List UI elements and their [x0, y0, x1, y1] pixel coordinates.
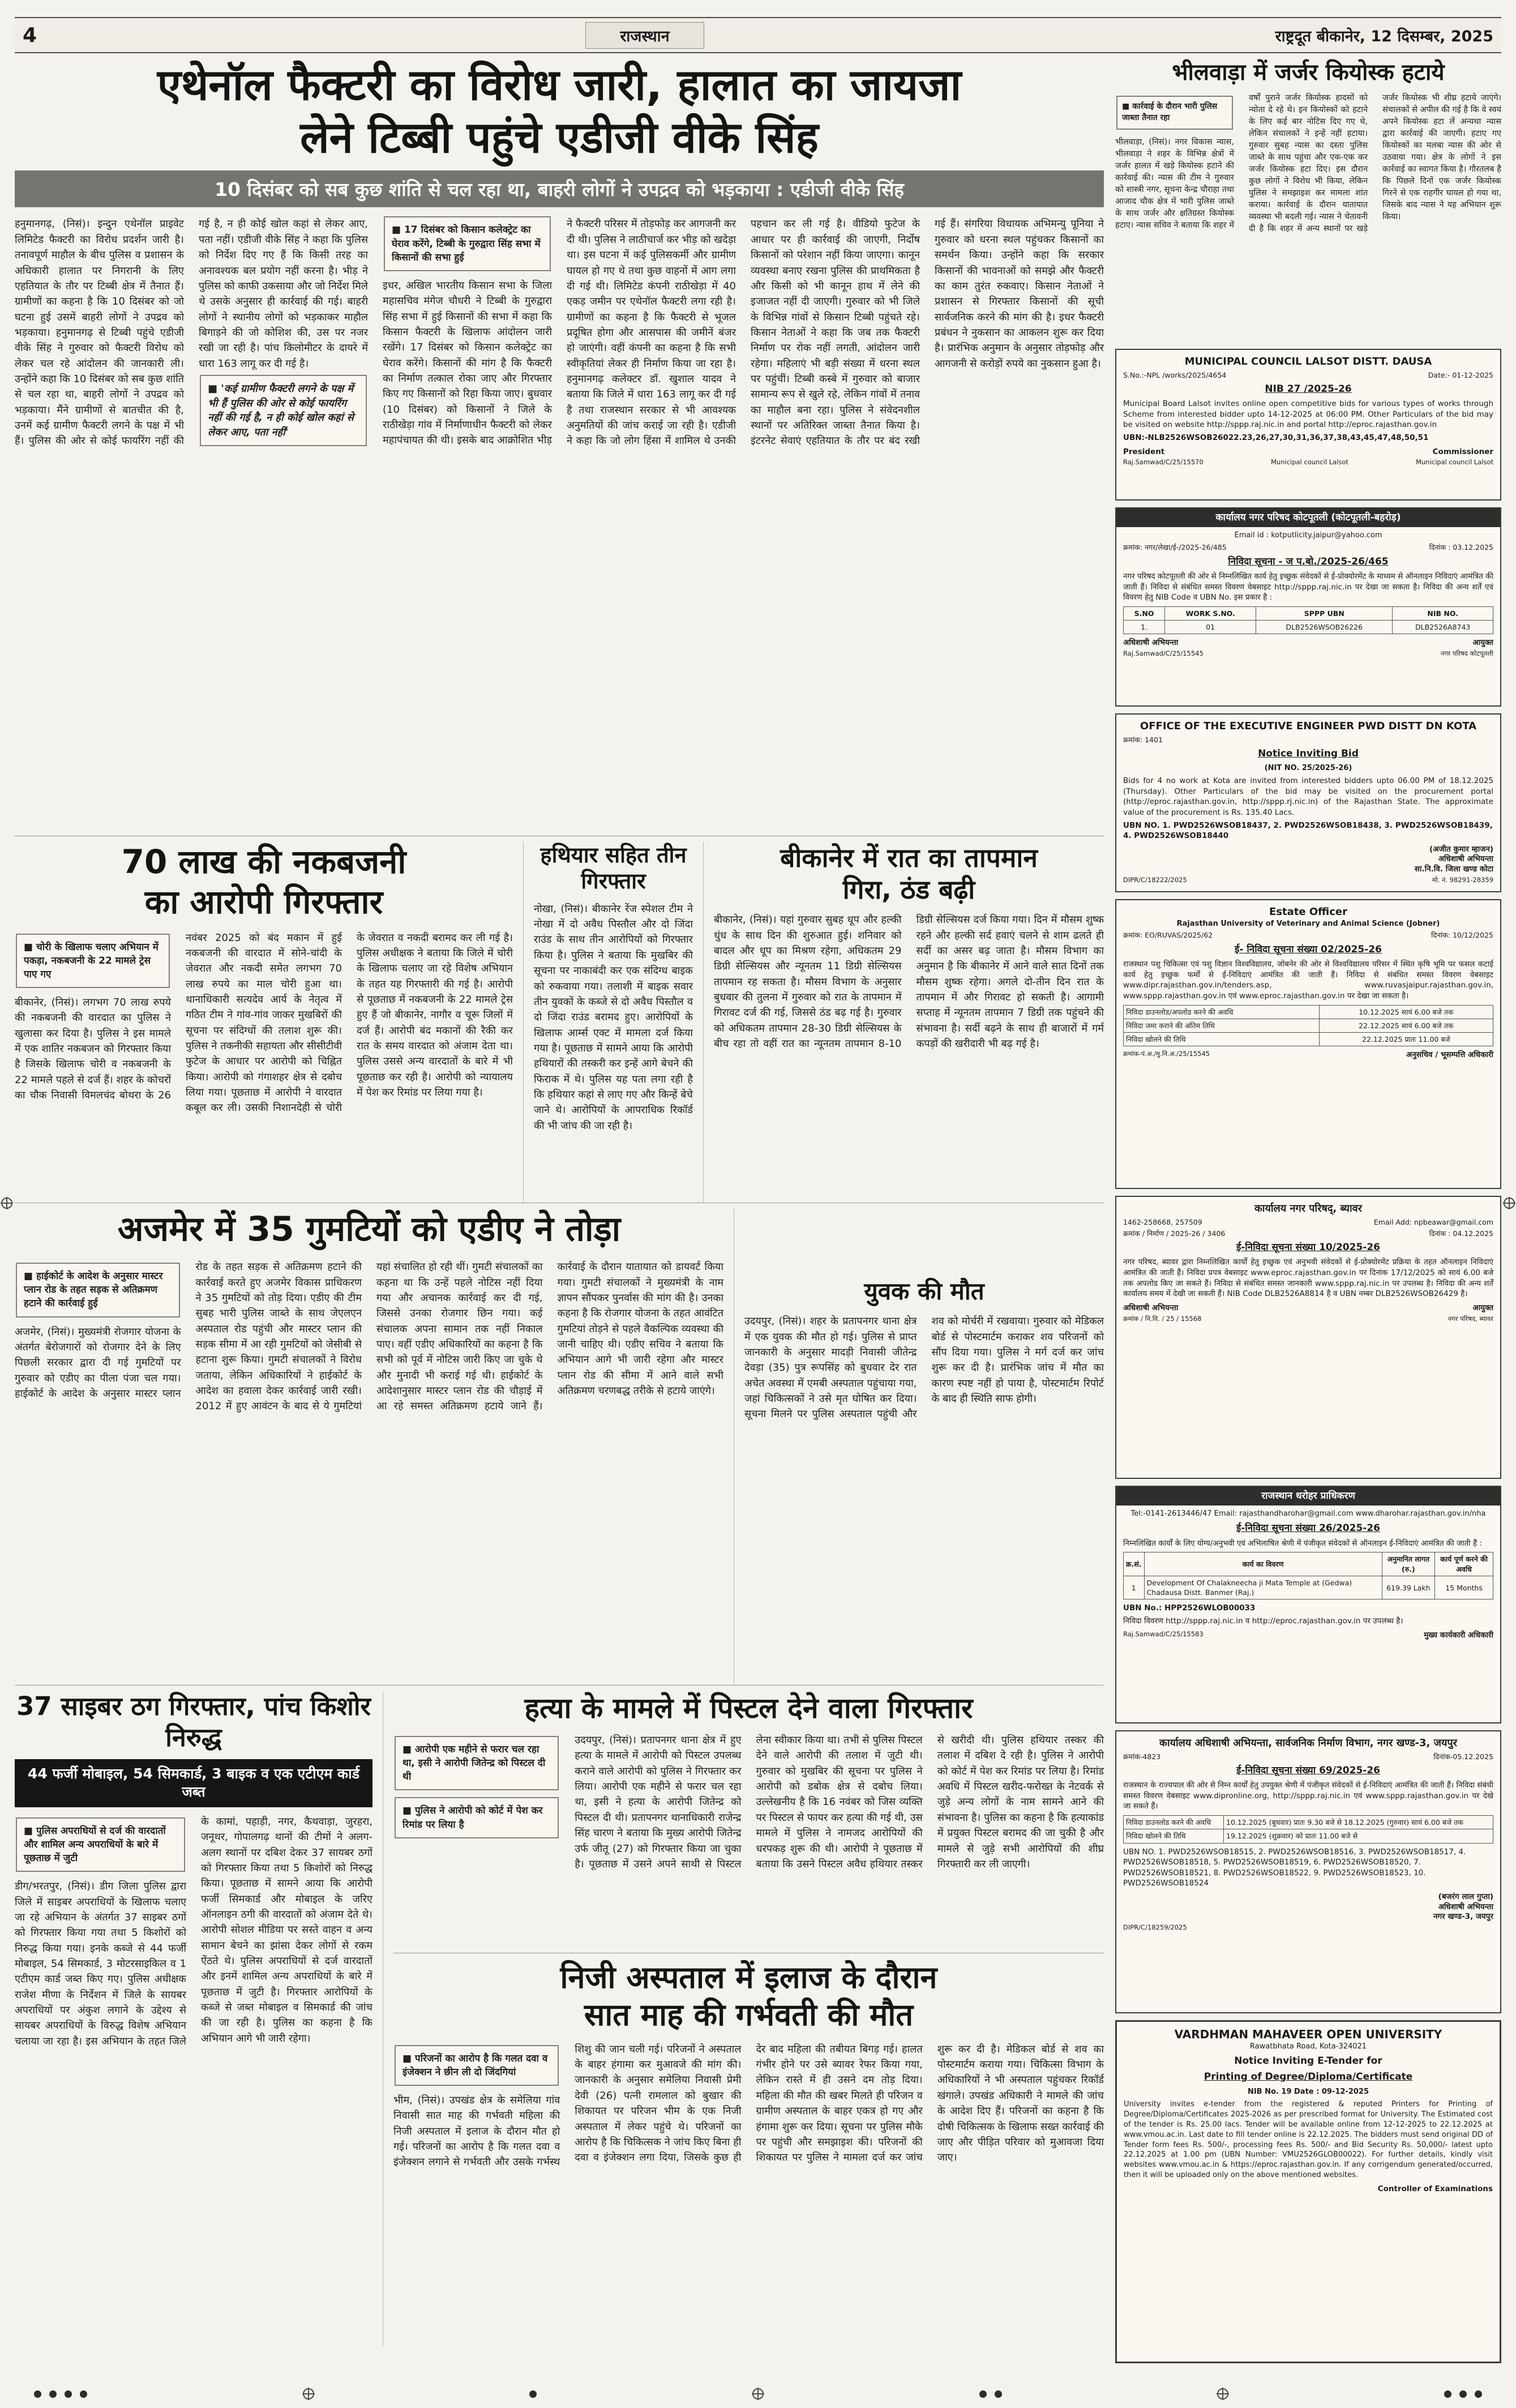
hospital-body: [393, 2042, 1104, 2308]
left-zone: [15, 59, 1104, 2363]
estate-ref: क्रमांक: EO/RUVAS/2025/62: [1123, 931, 1213, 940]
estate-subtitle: Rajasthan University of Veterinary and Animal Science (Jobner): [1176, 919, 1440, 928]
main-headline-line2: लेने टिब्बी पहुंचे एडीजी वीके सिंह: [300, 112, 819, 162]
registration-crosshair: [1, 1197, 12, 1209]
beawar-email: Email Add: npbeawar@gmail.com: [1373, 1217, 1493, 1226]
nakabzani-headline-line2: का आरोपी गिरफ्तार: [144, 882, 383, 921]
jaipurpwd-td: 19.12.2025 (शुक्रवार) को प्रातः 11.00 बजे से: [1224, 1829, 1493, 1843]
jaipurpwd-signer-name: (बजरंग लाल गुप्ता): [1438, 1892, 1493, 1902]
table-row: [1124, 621, 1493, 634]
hathiyar-body: नोखा, (निसं)। बीकानेर रेंज स्पेशल टीम ने नोखा में दो अवैध पिस्तौल और दो जिंदा राउंड के साथ तीन आरोपियों को गिरफ्तार किया है। पुलिस ने बताया कि मुखबिर की सूचना पर नाकाबंदी कर एक संदिग्ध बाइक को रुकवाया गया। तलाशी में बाइक सवार तीन युवकों के कब्जे से दो अवैध पिस्तौल व दो जिंदा राउंड बरामद हुए। आरोपियों के खिलाफ आर्म्स एक्ट में मामला दर्ज किया गया है। पूछताछ में सामने आया कि आरोपी हथियारों की तस्करी कर इन्हें आगे बेचने की फिराक में थे। पुलिस यह पता लगा रही है कि हथियार कहां से लाए गए और किन्हें बेचे जाने थे। आरोपियों के आपराधिक रिकॉर्ड की भी जांच की जा रही है।: [534, 903, 693, 1132]
vmou-nib-line: NIB No. 19 Date : 09-12-2025: [1247, 2087, 1369, 2096]
kotputli-ref: क्रमांक: नगर/लेखा/ई-/2025-26/485: [1123, 543, 1227, 552]
dharohar-th: कार्य पूर्ण करने की अवधि: [1435, 1552, 1493, 1576]
estate-td: 10.12.2025 सायं 6.00 बजे तक: [1319, 1005, 1493, 1019]
kotputli-th: S.NO: [1124, 606, 1165, 620]
main-body-part1: हनुमानगढ़, (निसं)। इन्दुन एथेनॉल प्राइवेट लिमिटेड फैक्टरी का विरोध प्रदर्शन जारी है। तनावपूर्ण माहौल के बीच पुलिस व प्रशासन के अधिकारी हालात पर निगरानी के लिए एहतियात के तौर पर टिब्बी क्षेत्र में तैनात हैं। ग्रामीणों का कहना है कि 10 दिसंबर को जो घटना हुई उसमें बाहरी लोगों ने उपद्रव को भड़काया। हनुमानगढ़ से टिब्बी पहुंचे एडीजी वीके सिंह ने गुरुवार को फैक्टरी विरोध को लेकर चल रहे आंदोलन की जानकारी ली। उन्होंने कहा कि 10 दिसंबर को सब कुछ शांति से चल रहा था, बाहरी लोगों ने उपद्रव को भड़काया। मैंने ग्रामीणों से बातचीत की है, उनमें कई ग्रामीण फैक्टरी लगने के पक्ष में भी हैं। पुलिस की ओर से कोई फायरिंग नहीं की गई है, न ही कोई खोल कहां से लेकर आए, पता नहीं। एडीजी वीके सिंह ने कहा कि पुलिस को निर्देश दिए गए हैं कि किसी तरह का अनावश्यक बल प्रयोग नहीं करना है। भीड़ ने पुलिस को काफी उकसाया और जो निर्देश मिले थे उसके अनुसार ही कार्रवाई की गई। बाहरी लोगों ने स्थानीय लोगों को भड़काकर माहौल बिगाड़ने की जो कोशिश की, उस पर नजर रखी जा रही है। पांच किलोमीटर के दायरे में धारा 163 लागू कर दी गई है।: [15, 218, 368, 447]
main-headline-line1: एथेनॉल फैक्टरी का विरोध जारी, हालात का जायजा: [157, 59, 962, 110]
lalsot-reg: Raj.Samwad/C/25/15570: [1123, 458, 1204, 467]
nakabzani-body: [15, 930, 513, 1168]
kotputli-th: NIB NO.: [1393, 606, 1493, 620]
notice-vmou: [1115, 2020, 1501, 2363]
hospital-inset: ■ परिजनों का आरोप है कि गलत दवा व इंजेक्शन ने छीन ली दो जिंदगियां: [395, 2045, 559, 2086]
pwdkota-title: OFFICE OF THE EXECUTIVE ENGINEER PWD DISTT DN KOTA: [1140, 720, 1477, 732]
hospital-body-text: भीम, (निसं)। उपखंड क्षेत्र के समेलिया गांव निवासी सात माह की गर्भवती महिला की निजी अस्पताल में इलाज के दौरान मौत हो गई। परिजनों का आरोप है कि गलत दवा व इंजेक्शन लगाने से गर्भवती और उसके गर्भस्थ शिशु की जान चली गई। परिजनों ने अस्पताल के बाहर हंगामा कर मुआवजे की मांग की। जानकारी के अनुसार समेलिया निवासी प्रेमी देवी (26) पत्नी रामलाल को बुखार की शिकायत पर परिजन भीम के एक निजी अस्पताल में लेकर पहुंचे थे। परिजनों का आरोप है कि चिकित्सक ने जांच किए बिना ही दवा व इंजेक्शन लगा दिया, जिसके कुछ ही देर बाद महिला की तबीयत बिगड़ गई। हालत गंभीर होने पर उसे ब्यावर रेफर किया गया, लेकिन रास्ते में ही उसने दम तोड़ दिया। महिला की मौत की खबर मिलते ही परिजन व ग्रामीण अस्पताल के बाहर एकत्र हो गए और हंगामा शुरू कर दिया। सूचना पर पुलिस मौके पर पहुंची और समझाइश की। परिजनों की शिकायत पर पुलिस ने मामला दर्ज कर जांच शुरू कर दी है। मेडिकल बोर्ड से शव का पोस्टमार्टम कराया गया। चिकित्सा विभाग के अधिकारियों ने भी अस्पताल पहुंचकर रिकॉर्ड खंगाले। उपखंड अधिकारी ने मामले की जांच के आदेश दिए हैं। परिजनों का कहना है कि दोषी चिकित्सक के खिलाफ सख्त कार्रवाई की जाए और पीड़ित परिवार को मुआवजा दिया जाए।: [393, 2043, 1104, 2169]
kotputli-th: SPPP UBN: [1256, 606, 1393, 620]
lalsot-footer-right: Commissioner: [1432, 447, 1493, 456]
beawar-body: नगर परिषद, ब्यावर द्वारा निम्नलिखित कार्यों हेतु इच्छुक एवं अनुभवी संवेदकों से ई-प्रोक्योरमेंट प्रक्रिया के तहत ऑनलाइन निविदाएं आमंत्रित की जाती हैं। निविदा प्रपत्र वेबसाइट www.eproc.rajasthan.gov.in पर दिनांक 17/12/2025 को सायं 6.00 बजे तक अपलोड किए जा सकते हैं। निविदा से संबंधित समस्त जानकारी www.sppp.raj.nic.in पर उपलब्ध है। निविदा की अन्य शर्तें कार्यालय समय में देखी जा सकती हैं। NIB Code DLB2526A8814 है व UBN नम्बर DLB2526WSOB26429 है।: [1123, 1258, 1493, 1299]
estate-td: निविदा जमा कराने की अंतिम तिथि: [1124, 1019, 1320, 1032]
kotputli-th: WORK S.NO.: [1165, 606, 1256, 620]
cyber-highlight-bar: 44 फर्जी मोबाइल, 54 सिमकार्ड, 3 बाइक व एक एटीएम कार्ड जब्त: [15, 1759, 372, 1807]
right-rail: [1115, 59, 1501, 2363]
yuvak-headline: युवक की मौत: [864, 1277, 984, 1305]
kotputli-heading: निविदा सूचना - ज प.बो./2025-26/465: [1228, 555, 1389, 567]
registration-dot-group: [979, 2390, 1002, 2398]
jaipurpwd-reg: DIPR/C/18259/2025: [1123, 1923, 1187, 1931]
notice-jaipur-pwd: [1115, 1730, 1501, 2013]
pwdkota-signer-title: अधिशाषी अभियन्ता: [1438, 854, 1493, 864]
hatya-inset-2: ■ पुलिस ने आरोपी को कोर्ट में पेश कर रिमांड पर लिया है: [395, 1797, 559, 1838]
table-row: [1124, 1816, 1493, 1829]
registration-dot-group: [529, 2390, 537, 2398]
jaipurpwd-signer-title: अधिशाषी अभियन्ता: [1438, 1902, 1493, 1911]
main-inset-note: ■ 17 दिसंबर को किसान कलेक्ट्रेट का घेराव करेंगे, टिब्बी के गुरुद्वारा सिंह सभा में किसानों की सभा हुई: [384, 216, 551, 271]
main-body: [15, 216, 1104, 801]
notice-pwd-kota: [1115, 713, 1501, 892]
beawar-date: दिनांक : 04.12.2025: [1429, 1229, 1493, 1238]
yuvak-body: उदयपुर, (निसं)। शहर के प्रतापनगर थाना क्षेत्र में एक युवक की मौत हो गई। पुलिस से प्राप्त जानकारी के अनुसार मादड़ी निवासी जीतेन्द्र देवड़ा (35) पुत्र रूपसिंह को बुधवार देर रात अचेत अवस्था में एमबी अस्पताल पहुंचाया गया, जहां चिकित्सकों ने उसे मृत घोषित कर दिया। सूचना मिलने पर पुलिस अस्पताल पहुंची और शव को मोर्चरी में रखवाया। गुरुवार को मेडिकल बोर्ड से पोस्टमार्टम कराकर शव परिजनों को सौंप दिया गया। पुलिस ने मर्ग दर्ज कर जांच शुरू कर दी है। प्रारंभिक जांच में मौत का कारण स्पष्ट नहीं हो पाया है, पोस्टमार्टम रिपोर्ट के बाद ही स्थिति साफ होगी।: [744, 1315, 1104, 1421]
pwdkota-reg: DIPR/C/18222/2025: [1123, 875, 1187, 884]
nakabzani-headline-line1: 70 लाख की नकबजनी: [121, 842, 406, 881]
notice-kotputli: [1115, 507, 1501, 707]
kotputli-td: 1.: [1124, 621, 1165, 634]
lalsot-org2: Municipal council Lalsot: [1416, 458, 1493, 467]
jaipurpwd-table: [1123, 1815, 1493, 1844]
kotputli-td: DLB2526WSOB26226: [1256, 621, 1393, 634]
estate-table: [1123, 1005, 1493, 1047]
beawar-footer-right: आयुक्त: [1472, 1303, 1493, 1312]
table-row: [1124, 1005, 1493, 1019]
hatya-headline: हत्या के मामले में पिस्टल देने वाला गिरफ्तार: [524, 1692, 973, 1725]
vmou-footer: Controller of Examinations: [1377, 2184, 1493, 2194]
dharohar-td: Development Of Chalakneecha ji Mata Temple at (Gedwa) Chadausa Distt. Banmer (Raj.): [1144, 1576, 1382, 1599]
dharohar-intro: निम्नलिखित कार्यों के लिए योग्य/अनुभवी एवं अभिलाषित श्रेणी में पंजीकृत संवेदकों से ऑनलाइन ई-निविदाएं आमंत्रित की जाती हैं :: [1123, 1538, 1482, 1548]
registration-crosshair: [752, 2388, 764, 2400]
dharohar-td: 619.39 Lakh: [1382, 1576, 1435, 1599]
notice-estate-officer: [1115, 899, 1501, 1189]
registration-crosshair: [1217, 2388, 1228, 2400]
ajmer-inset: ■ हाईकोर्ट के आदेश के अनुसार मास्टर प्लान रोड के तहत सड़क से अतिक्रमण हटाने की कार्रवाई हुई: [16, 1263, 180, 1317]
estate-td: 22.12.2025 प्रातः 11.00 बजे: [1319, 1033, 1493, 1046]
estate-heading: ई- निविदा सूचना संख्या 02/2025-26: [1235, 943, 1382, 955]
jaipurpwd-date: दिनांक-05.12.2025: [1433, 1752, 1493, 1761]
registration-dot-group: [1444, 2390, 1482, 2398]
band-3: [15, 1203, 1104, 1685]
hospital-headline-line1: निजी अस्पताल में इलाज के दौरान: [560, 1960, 937, 1995]
jaipurpwd-td: निविदा खोलने की तिथि: [1124, 1829, 1224, 1843]
table-row: [1124, 1019, 1493, 1032]
pwdkota-heading: Notice Inviting Bid: [1258, 747, 1359, 759]
nakabzani-body-text: बीकानेर, (निसं)। लगभग 70 लाख रुपये की नकबजनी की वारदात का पुलिस ने खुलासा कर दिया है। पुलिस ने इस मामले में एक शातिर नकबजन को गिरफ्तार किया है जिसके खिलाफ चोरी व नकबजनी के 22 मामले पहले से दर्ज हैं। शहर के कोचरों का चौक निवासी विमलचंद बोथरा के 26 नवंबर 2025 को बंद मकान में हुई नकबजनी की वारदात में सोने-चांदी के जेवरात और नकदी समेत लगभग 70 लाख रुपये का माल चोरी हुआ था। थानाधिकारी सत्यदेव आर्य के नेतृत्व में गठित टीम ने गांव-गांव जाकर मुखबिरों की सूचना पर संदिग्धों की तलाश शुरू की। पुलिस ने तकनीकी सहायता और सीसीटीवी फुटेज के आधार पर आरोपी को चिह्नित किया। आरोपी को गंगाशहर क्षेत्र से दबोच लिया गया। पूछताछ में आरोपी ने वारदात कबूल कर ली। उसकी निशानदेही से चोरी के जेवरात व नकदी बरामद कर ली गई है। पुलिस अधीक्षक ने बताया कि जिले में चोरी के खिलाफ चलाए जा रहे विशेष अभियान के तहत यह गिरफ्तारी की गई है। आरोपी से पूछताछ में नकबजनी के 22 मामले ट्रेस हुए हैं जो बीकानेर, नागौर व चूरू जिलों में दर्ज हैं। आरोपी बंद मकानों की रैकी कर रात के समय वारदात को अंजाम देता था। पुलिस उससे अन्य वारदातों के बारे में भी पूछताछ कर रही है। आरोपी को न्यायालय में पेश कर रिमांड पर लिया गया है।: [15, 931, 513, 1114]
lalsot-title: MUNICIPAL COUNCIL LALSOT DISTT. DAUSA: [1184, 356, 1432, 367]
beawar-reg: क्रमांक / नि.वि. / 25 / 15568: [1123, 1314, 1202, 1323]
jaipurpwd-ubn: UBN NO. 1. PWD2526WSOB18515, 2. PWD2526WSOB18516, 3. PWD2526WSOB18517, 4. PWD2526WSOB18518, 5. PWD2526WSOB18519, 6. PWD2526WSOB18520, 7. PWD2526WSOB18521, 8. PWD2526WSOB18522, 9. PWD2526WSOB18523, 10. PWD2526WSOB18524: [1123, 1847, 1466, 1888]
page-number: 4: [23, 23, 37, 47]
band-4: [15, 1685, 1104, 2346]
registration-marks: [34, 2388, 1482, 2400]
kotputli-footer-right: आयुक्त: [1472, 638, 1493, 648]
estate-reg: क्रमांक-पं.अ./मु.नि.अ./25/15545: [1123, 1050, 1210, 1058]
bhilwara-headline: भीलवाड़ा में जर्जर कियोस्क हटाये: [1172, 59, 1445, 85]
kotputli-footer-left: अधिशाषी अभियन्ता: [1123, 638, 1179, 648]
vmou-body: University invites e-tender from the registered & reputed Printers for Printing of Degree/Diploma/Certificates 2025-2026 as per prescribed format for University. The Estimated cost of the tender is Rs. 25.00 lacs. Tender will be available online from 12-12-2025 to 22.12.2025 at www.vmou.ac.in. Last date to fill tender online is 22.12.2025. The bidders must send original DD of Tender form fees Rs. 500/-, processing fees Rs. 500/- and Bid Security Rs. 50,000/- latest upto 22.12.2025 at 1.00 pm (UBN Number: VMU2526GLOB00022). For further details, kindly visit websites www.vmou.ac.in & https://eproc.rajasthan.gov.in. If any corrigendum generated/occurred, then it will be uploaded only on the above mentioned websites.: [1124, 2099, 1493, 2180]
beawar-footer-left: अधिशाषी अभियन्ता: [1123, 1303, 1179, 1312]
dharohar-title: राजस्थान धरोहर प्राधिकरण: [1116, 1487, 1500, 1505]
dharohar-td: 1: [1124, 1576, 1145, 1599]
registration-crosshair: [1504, 1197, 1515, 1209]
band-2: [15, 836, 1104, 1203]
table-row: [1124, 1033, 1493, 1046]
region-wrap: [147, 22, 1142, 49]
estate-td: निविदा खोलने की तिथि: [1124, 1033, 1320, 1046]
taapmaan-headline-line2: गिरा, ठंड बढ़ी: [842, 874, 975, 905]
kotputli-td: 01: [1165, 621, 1256, 634]
lalsot-date: Date:- 01-12-2025: [1428, 370, 1493, 379]
dharohar-th: क्र.सं.: [1124, 1552, 1145, 1576]
pwdkota-body: Bids for 4 no work at Kota are invited from interested bidders upto 06.00 PM of 18.12.2025 (Thursday). Other Particulars of the bid may be visited on the procurement portal (http://eproc.rajasthan.gov.in, http://sppp.rj.nic.in) of the Rajasthan State. The approximate value of the procurement is Rs. 135.40 Lacs.: [1123, 776, 1493, 818]
jaipurpwd-td: 10.12.2025 (बुधवार) प्रातः 9.30 बजे से 18.12.2025 (गुरुवार) सायं 6.00 बजे तक: [1224, 1816, 1493, 1829]
article-ajmer-gumti: [15, 1209, 723, 1685]
hatya-inset-1: ■ आरोपी एक महीने से फरार चल रहा था, इसी ने आरोपी जितेन्द्र को पिस्टल दी थी: [395, 1736, 559, 1790]
page-header: [15, 17, 1501, 53]
bhilwara-inset: ■ कार्रवाई के दौरान भारी पुलिस जाब्ता तैनात रहा: [1116, 96, 1233, 130]
taapmaan-headline-line1: बीकानेर में रात का तापमान: [780, 842, 1038, 873]
pwdkota-nit: (NIT NO. 25/2025-26): [1264, 764, 1352, 773]
page-content: [15, 59, 1501, 2363]
kotputli-org: नगर परिषद कोटपूतली: [1440, 649, 1493, 658]
band-4-right: [383, 1691, 1104, 2346]
taapmaan-body: बीकानेर, (निसं)। यहां गुरुवार सुबह धूप और हल्की धुंध के साथ दिन की शुरुआत हुई। शनिवार को बादल और धूप का मिश्रण रहेगा, अधिकतम 29 डिग्री सेल्सियस और न्यूनतम 11 डिग्री सेल्सियस तापमान रह सकता है। मौसम विभाग के अनुसार बुधवार की तुलना में गुरुवार को रात के तापमान में गिरावट दर्ज की गई, जिससे ठंड बढ़ गई है। गुरुवार को अधिकतम तापमान 28-30 डिग्री सेल्सियस के बीच रहा तो वहीं रात का न्यूनतम तापमान 8-10 डिग्री सेल्सियस दर्ज किया गया। दिन में मौसम शुष्क रहने और हल्की सर्द हवाएं चलने से शाम ढलते ही सर्दी का असर बढ़ जाता है। मौसम विभाग का अनुमान है कि बीकानेर में आने वाले सात दिनों तक मौसम शुष्क रहेगा। अगले दो-तीन दिन रात के तापमान में और गिरावट हो सकती है। आगामी सप्ताह में न्यूनतम तापमान 7 डिग्री तक पहुंचने की संभावना है। सर्दी बढ़ने के साथ ही बाजारों में गर्म कपड़ों की खरीदारी भी बढ़ गई है।: [714, 914, 1104, 1050]
jaipurpwd-body: राजस्थान के राज्यपाल की ओर से निम्न कार्यों हेतु उपयुक्त श्रेणी में पंजीकृत संवेदकों से ई-निविदाएं आमंत्रित की जाती हैं। निविदा संबंधी समस्त विवरण वेबसाइट www.dipronline.org, http://sppp.raj.nic.in एवं www.sppp.rajasthan.gov.in पर देखे जा सकते हैं।: [1123, 1781, 1493, 1811]
jaipurpwd-td: निविदा डाउनलोड करने की अवधि: [1124, 1816, 1224, 1829]
kotputli-reg: Raj.Samwad/C/25/15545: [1123, 649, 1204, 658]
registration-dot-group: [34, 2390, 87, 2398]
dharohar-links: निविदा विवरण http://sppp.raj.nic.in व http://eproc.rajasthan.gov.in पर उपलब्ध है।: [1123, 1616, 1403, 1626]
dharohar-td: 15 Months: [1435, 1576, 1493, 1599]
table-row: [1124, 1576, 1493, 1599]
edition-dateline: राष्ट्रदूत बीकानेर, 12 दिसम्बर, 2025: [1275, 27, 1493, 45]
main-body-part2: इधर, अखिल भारतीय किसान सभा के जिला महासचिव मंगेज चौधरी ने टिब्बी के गुरुद्वारा सिंह सभा में हुई किसानों की सभा में कहा कि किसान फैक्टरी के खिलाफ आंदोलन जारी रखेंगे। 17 दिसंबर को किसान कलेक्ट्रेट का घेराव करेंगे। किसानों की मांग है कि फैक्टरी का निर्माण तत्काल रोका जाए और गिरफ्तार किए गए किसानों को रिहा किया जाए। बुधवार (10 दिसंबर) को किसानों ने जिले के राठीखेड़ा गांव में निर्माणाधीन फैक्टरी को लेकर महापंचायत की थी। इसके बाद आक्रोशित भीड़ ने फैक्टरी परिसर में तोड़फोड़ कर आगजनी कर दी थी। पुलिस ने लाठीचार्ज कर भीड़ को खदेड़ा था। इस घटना में कई पुलिसकर्मी और ग्रामीण घायल हो गए थे तथा कुछ वाहनों में आग लगा दी गई थी। लिमिटेड कंपनी राठीखेड़ा में 40 एकड़ जमीन पर एथेनॉल फैक्टरी लगा रही है। ग्रामीणों का कहना है कि फैक्टरी से भूजल प्रदूषित होगा और आसपास की जमीनें बंजर हो जाएंगी। वहीं कंपनी का कहना है कि सभी स्वीकृतियां लेकर ही निर्माण किया जा रहा है। हनुमानगढ़ कलेक्टर डॉ. खुशाल यादव ने बताया कि जिले में धारा 163 लागू कर दी गई है तथा राजस्थान सरकार से भी आवश्यक अनुमतियों की जांच कराई जा रही है। एडीजी ने कहा कि जो लोग हिंसा में शामिल थे उनकी पहचान कर ली गई है। वीडियो फुटेज के आधार पर ही कार्रवाई की जाएगी, निर्दोष किसानों को परेशान नहीं किया जाएगा। कानून व्यवस्था बनाए रखना पुलिस की प्राथमिकता है और किसी को भी कानून हाथ में लेने की इजाजत नहीं दी जाएगी। गुरुवार को भी जिले के विभिन्न गांवों से किसान टिब्बी पहुंचते रहे। किसान नेताओं ने कहा कि जब तक फैक्टरी निर्माण पर रोक नहीं लगती, आंदोलन जारी रहेगा। महिलाएं भी बड़ी संख्या में धरना स्थल पर पहुंचीं। टिब्बी कस्बे में गुरुवार को बाजार सामान्य रूप से खुले रहे, लेकिन गांवों में तनाव का माहौल बना रहा। पुलिस ने संवेदनशील स्थानों पर अतिरिक्त जाब्ता तैनात किया है। इंटरनेट सेवाएं एहतियात के तौर पर बंद रखी गई हैं। संगरिया विधायक अभिमन्यु पूनिया ने गुरुवार को धरना स्थल पहुंचकर किसानों का समर्थन किया। उन्होंने कहा कि सरकार किसानों की भावनाओं को समझे और फैक्टरी का काम तुरंत रुकवाए। किसान नेताओं ने प्रशासन से गिरफ्तार किसानों की सूची सार्वजनिक करने की मांग की है। इधर फैक्टरी प्रबंधन ने नुकसान का आकलन शुरू कर दिया है। प्रारंभिक अनुमान के अनुसार तोड़फोड़ और आगजनी से करोड़ों रुपये का नुकसान हुआ है।: [383, 218, 1104, 447]
article-cyber-thug: [15, 1691, 372, 2346]
beawar-heading: ई-निविदा सूचना संख्या 10/2025-26: [1236, 1242, 1380, 1253]
dharohar-ubn: UBN No.: HPP2526WLOB00033: [1123, 1603, 1256, 1613]
estate-date: दिनांक: 10/12/2025: [1431, 931, 1493, 940]
hatya-body: [393, 1733, 1104, 1936]
nakabzani-inset: ■ चोरी के खिलाफ चलाए अभियान में पकड़ा, नकबजनी के 22 मामले ट्रेस पाए गए: [16, 934, 170, 988]
estate-td: 22.12.2025 सायं 6.00 बजे तक: [1319, 1019, 1493, 1032]
notice-dharohar: [1115, 1486, 1501, 1723]
cyber-headline: 37 साइबर ठग गिरफ्तार, पांच किशोर निरुद्ध: [16, 1691, 371, 1752]
ajmer-body: [15, 1259, 723, 1656]
main-inset-quote: ■ 'कई ग्रामीण फैक्टरी लगने के पक्ष में भी हैं पुलिस की ओर से कोई फायरिंग नहीं की गई है, न ही कोई खोल कहां से लेकर आए, पता नहीं': [200, 375, 367, 446]
dharohar-reg: Raj.Samwad/C/25/15583: [1123, 1629, 1204, 1638]
jaipurpwd-title: कार्यालय अधिशाषी अभियन्ता, सार्वजनिक निर्माण विभाग, नगर खण्ड-3, जयपुर: [1159, 1737, 1457, 1749]
region-label: राजस्थान: [585, 22, 704, 49]
hatya-body-text: उदयपुर, (निसं)। प्रतापनगर थाना क्षेत्र में हुए हत्या के मामले में आरोपी को पिस्टल उपलब्ध कराने वाले आरोपी को पुलिस ने गिरफ्तार कर लिया। आरोपी एक महीने से फरार चल रहा था, इसी ने हत्या के आरोपी जितेन्द्र को पिस्टल दी थी। प्रतापनगर थानाधिकारी राजेन्द्र सिंह चारण ने बताया कि मुख्य आरोपी जितेन्द्र उर्फ जीतू (27) को गिरफ्तार किया जा चुका है। पूछताछ में उसने अपने साथी से पिस्टल लेना स्वीकार किया था। तभी से पुलिस पिस्टल देने वाले आरोपी की तलाश में जुटी थी। गुरुवार को मुखबिर की सूचना पर पुलिस ने आरोपी को डबोक क्षेत्र से दबोच लिया। उल्लेखनीय है कि 16 नवंबर को जिस व्यक्ति पर पिस्टल से फायर कर हत्या की गई थी, उस मामले में पुलिस ने नामजद आरोपियों की धरपकड़ शुरू की थी। आरोपी ने पूछताछ में बताया कि उसने पिस्टल अवैध हथियार तस्कर से खरीदी थी। पुलिस हथियार तस्कर की तलाश में दबिश दे रही है। पुलिस ने आरोपी को कोर्ट में पेश कर रिमांड पर लिया है। रिमांड अवधि में पिस्टल खरीद-फरोख्त के नेटवर्क से जुड़े अन्य लोगों के नाम सामने आने की संभावना है। पुलिस का कहना है कि हत्याकांड में प्रयुक्त पिस्टल बरामद की जा चुकी है और मामले से जुड़े सभी आरोपियों की शीघ्र गिरफ्तारी कर ली जाएगी।: [575, 1734, 1104, 1870]
ajmer-headline: अजमेर में 35 गुमटियों को एडीए ने तोड़ा: [117, 1209, 621, 1249]
cyber-body-text: डीग/भरतपुर, (निसं)। डीग जिला पुलिस द्वारा जिले में साइबर अपराधियों के खिलाफ चलाए जा रहे अभियान के अंतर्गत 37 साइबर ठगों को गिरफ्तार किया गया तथा 5 किशोरों को निरुद्ध किया गया। इनके कब्जे से 44 फर्जी मोबाइल, 54 सिमकार्ड, 3 मोटरसाइकिल व 1 एटीएम कार्ड जब्त किए गए। पुलिस अधीक्षक राजेश मीणा के निर्देशन में जिले के सायबर अपराधियों पर अंकुश लगाने के उद्देश्य से सायबर अपराधियों के विरुद्ध विशेष अभियान चलाया जा रहा है। इस अभियान के तहत जिले के कामां, पहाड़ी, नगर, कैथवाड़ा, जुरहरा, जनूथर, गोपालगढ़ थानों की टीमों ने अलग-अलग स्थानों पर दबिश देकर 37 सायबर ठगों को गिरफ्तार किया तथा 5 किशोरों को निरुद्ध किया। पूछताछ में सामने आया कि आरोपी फर्जी सिमकार्ड और मोबाइल के जरिए ऑनलाइन ठगी की वारदातों को अंजाम देते थे। आरोपी सोशल मीडिया पर सस्ते वाहन व अन्य सामान बेचने का झांसा देकर लोगों से रकम ऐंठते थे। पुलिस अपराधियों से दर्ज वारदातों और इनमें शामिल अन्य अपराधियों के बारे में पूछताछ में जुटी है। गिरफ्तार आरोपियों के कब्जे से जब्त मोबाइल व सिमकार्ड की जांच की जा रही है। पुलिस का कहना है कि अभियान आगे भी जारी रहेगा।: [15, 1815, 372, 2047]
pwdkota-signer-name: (अजीत कुमार म्हाजन): [1429, 844, 1493, 854]
dharohar-table: [1123, 1552, 1493, 1599]
estate-footer: अनुसचिव / भूसम्पत्ति अधिकारी: [1406, 1050, 1493, 1060]
table-row: [1124, 1829, 1493, 1843]
beawar-ref: क्रमांक / निर्माण / 2025-26 / 3406: [1123, 1229, 1226, 1238]
dharohar-contact: Tel:-0141-2613446/47 Email: rajasthandharohar@gmail.com www.dharohar.rajasthan.gov.in/nha: [1130, 1509, 1486, 1519]
notice-beawar: [1115, 1196, 1501, 1479]
article-bhilwara-kiosk: [1115, 59, 1501, 342]
kotputli-table: [1123, 606, 1493, 635]
article-ethanol-factory: [15, 59, 1104, 836]
ajmer-body-text: अजमेर, (निसं)। मुख्यमंत्री रोजगार योजना के अंतर्गत बेरोजगारों को रोजगार देने के लिए पिछली सरकार द्वारा दी गई गुमटियों पर गुरुवार को एडीए का पीला पंजा चल गया। हाईकोर्ट के आदेश के अनुसार मास्टर प्लान रोड के तहत सड़क से अतिक्रमण हटाने की कार्रवाई करते हुए अजमेर विकास प्राधिकरण ने 35 गुमटियों को तोड़ दिया। एडीए की टीम सुबह भारी पुलिस जाब्ते के साथ जेएलएन अस्पताल रोड पहुंची और मास्टर प्लान की सड़क सीमा में आ रही गुमटियों को जेसीबी से हटाना शुरू किया। गुमटी संचालकों ने विरोध जताया, लेकिन अधिकारियों ने हाईकोर्ट के आदेश का हवाला देकर कार्रवाई जारी रखी। 2012 में हुए आवंटन के बाद से ये गुमटियां यहां संचालित हो रही थीं। गुमटी संचालकों का कहना था कि उन्हें पहले नोटिस नहीं दिया गया और अचानक कार्रवाई कर दी गई, जिससे उनका रोजगार छिन गया। कई संचालक अपना सामान तक नहीं निकाल पाए। वहीं एडीए अधिकारियों का कहना है कि सभी को पूर्व में नोटिस जारी किए जा चुके थे और मुनादी भी कराई गई थी। हाईकोर्ट के आदेशानुसार मास्टर प्लान रोड की चौड़ाई में आ रहे समस्त अतिक्रमण हटाये जाने हैं। कार्रवाई के दौरान यातायात को डायवर्ट किया गया। गुमटी संचालकों ने मुख्यमंत्री के नाम ज्ञापन सौंपकर पुनर्वास की मांग की है। उनका कहना है कि रोजगार योजना के तहत आवंटित गुमटियां तोड़ने से पहले वैकल्पिक व्यवस्था की जानी चाहिए थी। एडीए सचिव ने बताया कि अभियान आगे भी जारी रहेगा और मास्टर प्लान रोड की सीमा में आने वाले सभी अतिक्रमण चरणबद्ध तरीके से हटाये जाएंगे।: [15, 1261, 723, 1413]
main-subheadline-bar: 10 दिसंबर को सब कुछ शांति से चल रहा था, बाहरी लोगों ने उपद्रव को भड़काया : एडीजी वीके सिंह: [15, 170, 1104, 207]
article-yuvak-maut: [734, 1209, 1104, 1685]
article-taapmaan: [703, 842, 1104, 1203]
kotputli-title: कार्यालय नगर परिषद कोटपूतली (कोटपूतली-बहरोड़): [1116, 508, 1500, 527]
jaipurpwd-ref: क्रमांक-4823: [1123, 1752, 1161, 1761]
vmou-title: VARDHMAN MAHAVEER OPEN UNIVERSITY: [1174, 2028, 1442, 2041]
jaipurpwd-heading: ई-निविदा सूचना संख्या 69/2025-26: [1236, 1764, 1380, 1776]
vmou-address: Rawatbhata Road, Kota-324021: [1249, 2042, 1367, 2051]
vmou-heading1: Notice Inviting E-Tender for: [1234, 2055, 1382, 2067]
kotputli-td: DLB2526A8743: [1393, 621, 1493, 634]
vmou-heading2: Printing of Degree/Diploma/Certificate: [1204, 2071, 1413, 2083]
bhilwara-body-text: भीलवाड़ा, (निसं)। नगर विकास न्यास, भीलवाड़ा ने शहर के विभिन्न क्षेत्रों में जर्जर हालत में खड़े कियोस्क हटाने की कार्रवाई की। न्यास की टीम ने गुरुवार को शास्त्री नगर, सूचना केन्द्र चौराहा तथा आजाद चौक क्षेत्र में भारी पुलिस जाब्ते के साथ जर्जर और क्षतिग्रस्त कियोस्क हटाए। न्यास सचिव ने बताया कि शहर में वर्षों पुराने जर्जर कियोस्क हादसों को न्योता दे रहे थे। इन कियोस्कों को हटाने के लिए कई बार नोटिस दिए गए थे, लेकिन संचालकों ने इन्हें नहीं हटाया। गुरुवार सुबह न्यास का दस्ता पुलिस जाब्ते के साथ पहुंचा और एक-एक कर जर्जर कियोस्क हटा दिए। इस दौरान कुछ लोगों ने विरोध भी किया, लेकिन पुलिस ने समझाइश कर मामला शांत कराया। कार्रवाई के दौरान यातायात व्यवस्था भी बदली गई। न्यास ने चेतावनी दी है कि शहर में अन्य स्थानों पर खड़े जर्जर कियोस्क भी शीघ्र हटाये जाएंगे। संचालकों से अपील की गई है कि वे स्वयं अपने कियोस्क हटा लें अन्यथा न्यास द्वारा कार्रवाई की जाएगी। हटाए गए कियोस्कों का मलबा न्यास की ओर से उठवाया गया। क्षेत्र के लोगों ने इस कार्रवाई का स्वागत किया है। गौरतलब है कि पिछले दिनों एक जर्जर कियोस्क गिरने से एक राहगीर घायल हो गया था, जिसके बाद न्यास ने यह अभियान शुरू किया।: [1115, 93, 1501, 233]
pwdkota-phone: मो. नं. 98291-28359: [1432, 875, 1493, 884]
lalsot-body: Municipal Board Lalsot invites online open competitive bids for various types of works through Scheme from interested bidder upto 14-12-2025 at 06:00 PM. Other Particulars of the bid may be visited on website http://sppp.raj.nic.in and portal http://eproc.rajasthan.gov.in: [1123, 399, 1493, 430]
kotputli-date: दिनांक : 03.12.2025: [1429, 543, 1493, 552]
lalsot-ref: S.No.:-NPL /works/2025/4654: [1123, 370, 1227, 379]
hospital-headline-line2: सात माह की गर्भवती की मौत: [584, 1996, 914, 2033]
dharohar-heading: ई-निविदा सूचना संख्या 26/2025-26: [1236, 1522, 1380, 1534]
beawar-phone: 1462-258668, 257509: [1123, 1217, 1202, 1226]
hathiyar-headline: हथियार सहित तीन गिरफ्तार: [540, 842, 687, 894]
kotputli-body: नगर परिषद कोटपूतली की ओर से निम्नलिखित कार्य हेतु इच्छुक संवेदकों से ई-प्रोक्योरमेंट के माध्यम से ऑनलाइन निविदाएं आमंत्रित की जाती हैं। निविदा से संबंधित समस्त विवरण वेबसाइट http://sppp.raj.nic.in पर देखा जा सकता है। निविदा की अन्य शर्तें एवं विवरण हेतु NIB Code व UBN No. इस प्रकार है :: [1123, 572, 1493, 602]
beawar-title: कार्यालय नगर परिषद्, ब्यावर: [1254, 1203, 1363, 1214]
pwdkota-ubn: UBN NO. 1. PWD2526WSOB18437, 2. PWD2526WSOB18438, 3. PWD2526WSOB18439, 4. PWD2526WSOB18440: [1123, 820, 1493, 841]
dharohar-footer: मुख्य कार्यकारी अधिकारी: [1424, 1630, 1493, 1640]
lalsot-ubn: UBN:-NLB2526WSOB26022.23,26,27,30,31,36,37,38,43,45,47,48,50,51: [1123, 433, 1429, 443]
article-hathiyar: [523, 842, 693, 1203]
article-hospital-death: [393, 1953, 1104, 2346]
article-hatya-pistol: [393, 1691, 1104, 1953]
dharohar-th: कार्य का विवरण: [1144, 1552, 1382, 1576]
pwdkota-signer-org: सा.नि.वि. जिला खण्ड कोटा: [1414, 864, 1493, 874]
cyber-body: [15, 1814, 372, 2312]
beawar-org: नगर परिषद, ब्यावर: [1448, 1314, 1493, 1323]
kotputli-email: Email id : kotputlicity.jaipur@yahoo.com: [1234, 531, 1382, 540]
estate-body: राजस्थान पशु चिकित्सा एवं पशु विज्ञान विश्वविद्यालय, जोबनेर की ओर से विश्वविद्यालय परिसर में स्थित कृषि भूमि पर फसल कटाई कार्य हेतु इच्छुक फर्मों से ई-निविदाएं आमंत्रित की जाती हैं। निविदा से संबंधित समस्त विवरण वेबसाइट www.dipr.rajasthan.gov.in/tenders.asp, www.ruvasjaipur.rajasthan.gov.in, www.sppp.rajasthan.gov.in एवं www.eproc.rajasthan.gov.in पर देखा जा सकता है।: [1123, 960, 1493, 1001]
registration-crosshair: [303, 2388, 314, 2400]
cyber-inset: ■ पुलिस अपराधियों से दर्ज की वारदातों और शामिल अन्य अपराधियों के बारे में पूछताछ में जुटी: [16, 1817, 185, 1872]
jaipurpwd-signer-org: नगर खण्ड-3, जयपुर: [1433, 1912, 1493, 1922]
bhilwara-body: [1115, 92, 1501, 319]
pwdkota-ref: क्रमांक: 1401: [1123, 735, 1163, 744]
lalsot-footer-left: President: [1123, 447, 1165, 456]
estate-title: Estate Officer: [1269, 906, 1347, 918]
dharohar-th: अनुमानित लागत (रु.): [1382, 1552, 1435, 1576]
estate-td: निविदा डाउनलोड/अपलोड करने की अवधि: [1124, 1005, 1320, 1019]
article-nakabzani: [15, 842, 513, 1203]
lalsot-nib: NIB 27 /2025-26: [1265, 383, 1352, 395]
notice-lalsot: [1115, 349, 1501, 501]
lalsot-org1: Municipal council Lalsot: [1271, 458, 1348, 467]
